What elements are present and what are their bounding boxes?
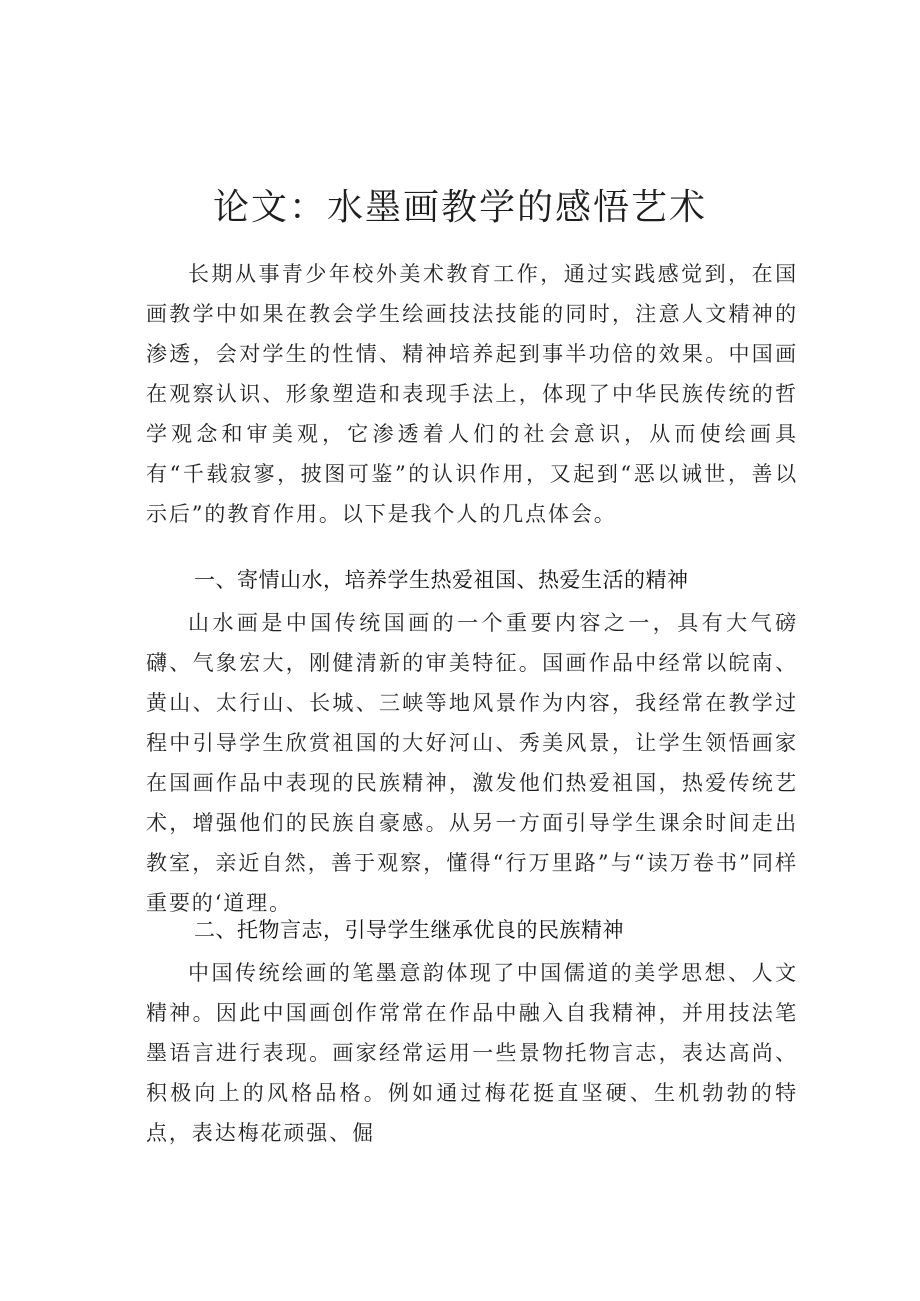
section-1-paragraph: 山水画是中国传统国画的一个重要内容之一，具有大气磅礴、气象宏大，刚健清新的审美特征。国画作品中经常以皖南、黄山、太行山、长城、三峡等地风景作为内容，我经常在教学过程中引导学生欣赏祖国的大好河山、秀美风景，让学生领悟画家在国画作品中表现的民族精神，激发他们热爱祖国，热爱传统艺术，增强他们的民族自豪感。从另一方面引导学生课余时间走出教室，亲近自然，善于观察，懂得“行万里路”与“读万卷书”同样重要的‘道理。 [146, 611, 798, 915]
section-heading-2: 二、托物言志，引导学生继承优良的民族精神 [194, 918, 624, 942]
section-2-paragraph: 中国传统绘画的笔墨意韵体现了中国儒道的美学思想、人文精神。因此中国画创作常常在作品中融入自我精神，并用技法笔墨语言进行表现。画家经常运用一些景物托物言志，表达高尚、积极向上的风格品格。例如通过梅花挺直坚硬、生机勃勃的特点，表达梅花顽强、倔 [146, 961, 798, 1145]
document-title: 论文：水墨画教学的感悟艺术 [212, 187, 707, 229]
intro-paragraph: 长期从事青少年校外美术教育工作，通过实践感觉到，在国画教学中如果在教会学生绘画技法技能的同时，注意人文精神的渗透，会对学生的性情、精神培养起到事半功倍的效果。中国画在观察认识、形象塑造和表现手法上，体现了中华民族传统的哲学观念和审美观，它渗透着人们的社会意识，从而使绘画具有“千载寂寥，披图可鉴”的认识作用，又起到“恶以诫世，善以示后”的教育作用。以下是我个人的几点体会。 [146, 262, 798, 526]
section-heading-1: 一、寄情山水，培养学生热爱祖国、热爱生活的精神 [194, 568, 689, 592]
